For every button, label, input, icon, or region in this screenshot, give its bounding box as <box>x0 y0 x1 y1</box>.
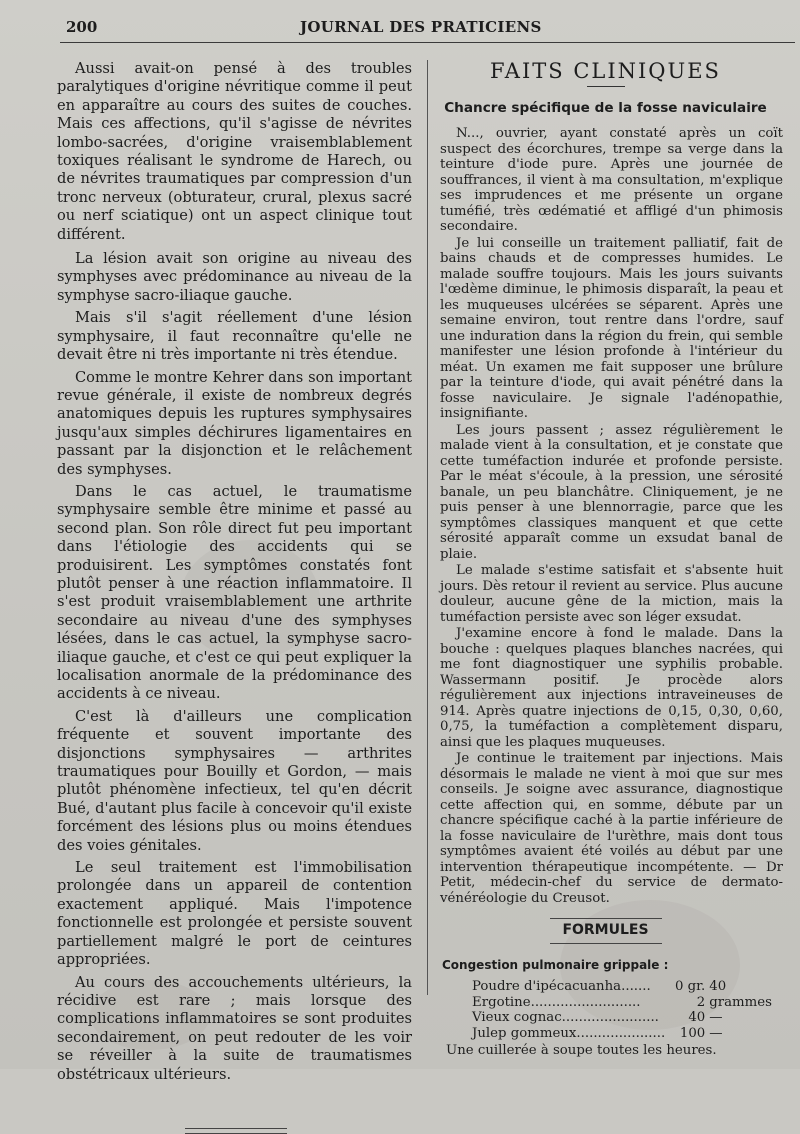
ingredient-unit: grammes <box>709 994 772 1010</box>
left-paragraph: Dans le cas actuel, le traumatisme symphysaire semble être minime et passé au second plan. Son rôle direct fut peu important dans l'étiologie des accidents qui se produisirent. Les symptômes constatés font plutôt penser à une réaction inflammatoire. Il s'est produit vraisemblablement une arthrite secondaire au niveau d'une des symphyses lésées, dans le cas actuel, la symphyse sacro-iliaque gauche, et c'est ce qui peut expliquer la localisation anormale de la prédominance des accidents à ce niveau. <box>57 482 412 703</box>
ingredient-name: Ergotine.......................... <box>472 994 641 1010</box>
ingredient-unit: — <box>709 1010 723 1025</box>
recipe-table <box>472 979 772 1041</box>
recipe-note: Une cuillerée à soupe toutes les heures. <box>446 1043 717 1058</box>
ingredient-name: Poudre d'ipécacuanha....... <box>472 979 651 994</box>
formules-rule-top <box>550 918 662 919</box>
recipe-row <box>472 979 772 995</box>
ingredient-unit: 40 <box>709 979 727 994</box>
recipe-row <box>472 995 772 1011</box>
right-paragraph: Les jours passent ; assez régulièrement le malade vient à la consultation, et je constate que cette tuméfaction indurée et profonde persiste. Par le méat s'écoule, à la pression, une sérosité banale, un peu blanchâtre. Cliniquement, je ne puis penser à une blennorragie, parce que les symptômes classiques manquent et que cette sérosité apparaît comme un exsudat banal de plaie. <box>440 422 783 562</box>
formules-title: FORMULES <box>562 922 649 938</box>
header-rule <box>60 42 795 43</box>
recipe-row <box>472 1010 772 1026</box>
right-paragraph: J'examine encore à fond le malade. Dans la bouche : quelques plaques blanches nacrées, qui me font diagnostiquer une syphilis probable. Wassermann positif. Je procède alors régulièrement aux injections intraveineuses de 914. Après quatre injections de 0,15, 0,30, 0,60, 0,75, la tuméfaction a complètement disparu, ainsi que les plaques muqueuses. <box>440 626 783 750</box>
section-end-rule <box>185 1128 287 1134</box>
right-paragraph: Je lui conseille un traitement palliatif, fait de bains chauds et de compresses humides. Le malade souffre toujours. Mais les jours suivants l'œdème diminue, le phimosis disparaît, la peau et les muqueuses ulcérées se séparent. Après une semaine environ, tout rentre dans l'ordre, sauf une induration dans la région du frein, qui semble manifester une lésion profonde à l'intérieur du méat. Un examen me fait supposer une brûlure par la teinture d'iode, qui avait pénétré dans la fosse naviculaire. Je signale l'adénopathie, insignifiante. <box>440 235 783 421</box>
ingredient-qty: 2 <box>696 994 706 1010</box>
title-rule <box>587 86 625 87</box>
left-column <box>57 60 412 1134</box>
article-title: Chancre spécifique de la fosse naviculaire <box>444 99 767 116</box>
section-title: FAITS CLINIQUES <box>490 59 721 83</box>
left-paragraph: Aussi avait-on pensé à des troubles paralytiques d'origine névritique comme il peut en apparaître au cours des suites de couches. Mais ces affections, qu'il s'agisse de névrites lombo-sacrées, d'origine vraisemblablement toxiques réalisant le syndrome de Harech, ou de névrites traumatiques par compression d'un tronc nerveux (obturateur, crural, plexus sacré ou nerf sciatique) ont un aspect clinique tout différent. <box>57 60 412 243</box>
page-number: 200 <box>66 18 98 36</box>
left-paragraph: C'est là d'ailleurs une complication fréquente et souvent importante des disjonctions symphysaires — arthrites traumatiques pour Bouilly et Gordon, — mais plutôt phénomène infectieux, tel qu'en décrit Bué, d'autant plus facile à concevoir qu'il existe forcément des lésions plus ou moins étendues des voies génitales. <box>57 707 412 854</box>
page-header <box>0 18 800 40</box>
right-paragraph: N..., ouvrier, ayant constaté après un coït suspect des écorchures, trempe sa verge dans la teinture d'iode pure. Après une journée de souffrances, il vient à ma consultation, m'explique ses imprudences et me présente un organe tuméfié, très œdématié et affligé d'un phimosis secondaire. <box>440 126 783 234</box>
running-title: JOURNAL DES PRATICIENS <box>300 18 542 36</box>
ingredient-name: Vieux cognac....................... <box>472 1010 659 1025</box>
recipe-title: Congestion pulmonaire grippale : <box>442 957 669 972</box>
formules-rule-bottom <box>550 943 662 944</box>
ingredient-qty: 0 gr. <box>674 979 706 994</box>
left-paragraph: Comme le montre Kehrer dans son important revue générale, il existe de nombreux degrés anatomiques depuis les ruptures symphysaires jusqu'aux simples déchirures ligamentaires en passant par la disjonction et le relâchement des symphyses. <box>57 368 412 478</box>
recipe-row <box>472 1026 772 1042</box>
left-paragraph: La lésion avait son origine au niveau des symphyses avec prédominance au niveau de la symphyse sacro-iliaque gauche. <box>57 250 412 304</box>
ingredient-qty: 40 <box>688 1010 706 1025</box>
ingredient-qty: 100 <box>679 1025 706 1041</box>
left-paragraph: Mais s'il s'agit réellement d'une lésion symphysaire, il faut reconnaître qu'elle ne devait être ni très importante ni très étendue. <box>57 309 412 364</box>
right-paragraph: Le malade s'estime satisfait et s'absente huit jours. Dès retour il revient au service. Plus aucune douleur, aucune gêne de la miction, mais la tuméfaction persiste avec son léger exsudat. <box>440 563 783 625</box>
right-paragraph: Je continue le traitement par injections. Mais désormais le malade ne vient à moi que sur mes conseils. Je soigne avec assurance, diagnostique cette affection qui, en somme, débute par un chancre spécifique caché à la partie inférieure de la fosse naviculaire de l'urèthre, mais dont tous symptômes avaient été voilés au début par une intervention thérapeutique incompétente. — Dr Petit, médecin-chef du service de dermato-vénéréologie du Creusot. <box>440 751 783 906</box>
right-column <box>428 60 783 1059</box>
ingredient-unit: — <box>709 1025 723 1041</box>
left-paragraph: Le seul traitement est l'immobilisation prolongée dans un appareil de contention exactement appliqué. Mais l'impotence fonctionnelle est prolongée et persiste souvent partiellement malgré le port de ceintures appropriées. <box>57 859 412 969</box>
ingredient-name: Julep gommeux..................... <box>472 1025 666 1041</box>
article-body <box>428 126 783 906</box>
left-paragraph: Au cours des accouchements ultérieurs, la récidive est rare ; mais lorsque des complications inflammatoires se sont produites secondairement, on peut redouter de les voir se réveiller à la suite de traumatismes obstétricaux ultérieurs. <box>57 973 412 1083</box>
